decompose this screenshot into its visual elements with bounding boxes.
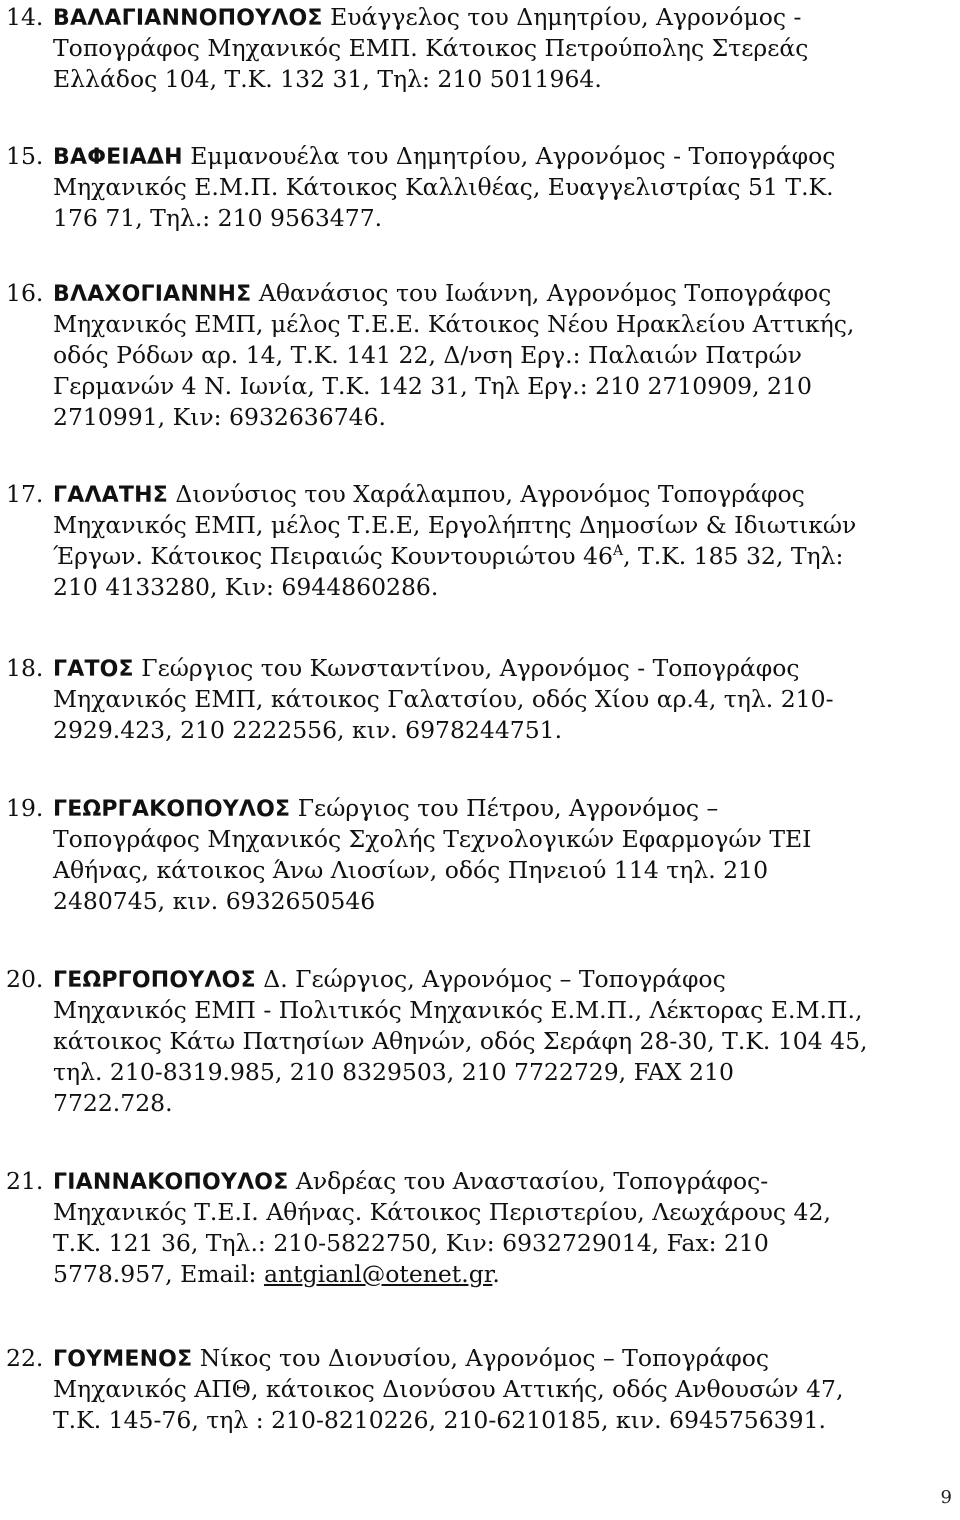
entry-line: Τ.Κ. 121 36, Τηλ.: 210-5822750, Κιν: 6932729014, Fax: 210 bbox=[53, 1229, 769, 1257]
entry-line: τηλ. 210-8319.985, 210 8329503, 210 7722729, FAX 210 bbox=[53, 1058, 734, 1086]
entry-line: 2710991, Κιν: 6932636746. bbox=[53, 403, 387, 431]
entry-line bbox=[6, 964, 954, 995]
entry-surname: ΓΕΩΡΓΟΠΟΥΛΟΣ bbox=[53, 968, 256, 993]
entry-line: Μηχανικός ΕΜΠ, μέλος Τ.Ε.Ε. Κάτοικος Νέου Ηρακλείου Αττικής, bbox=[53, 310, 855, 338]
page-number: 9 bbox=[940, 1487, 952, 1508]
entry-text: Γεώργιος του Κωνσταντίνου, Αγρονόμος - Τοπογράφος bbox=[133, 654, 800, 682]
entry-text: Ευάγγελος του Δημητρίου, Αγρονόμος - bbox=[322, 3, 802, 31]
entry-number: 20. bbox=[6, 965, 44, 993]
superscript: Α bbox=[612, 543, 624, 560]
email-link[interactable]: antgianl@otenet.gr bbox=[263, 1260, 493, 1288]
entry-line bbox=[6, 793, 954, 824]
entry-line: Μηχανικός ΑΠΘ, κάτοικος Διονύσου Αττικής, οδός Ανθουσών 47, bbox=[53, 1375, 844, 1403]
entry-line bbox=[6, 2, 954, 33]
entry-number: 19. bbox=[6, 794, 44, 822]
entry-17 bbox=[6, 479, 954, 603]
entry-line: 7722.728. bbox=[53, 1089, 173, 1117]
entry-15 bbox=[6, 141, 954, 234]
entry-14 bbox=[6, 2, 954, 95]
entry-surname: ΒΑΛΑΓΙΑΝΝΟΠΟΥΛΟΣ bbox=[53, 6, 323, 31]
entry-surname: ΒΑΦΕΙΑΔΗ bbox=[53, 145, 183, 170]
entry-line: Τ.Κ. 145-76, τηλ : 210-8210226, 210-6210185, κιν. 6945756391. bbox=[53, 1406, 827, 1434]
entry-number: 21. bbox=[6, 1167, 44, 1195]
entry-line: Ελλάδος 104, Τ.Κ. 132 31, Τηλ: 210 5011964. bbox=[53, 65, 602, 93]
entry-19 bbox=[6, 793, 954, 917]
entry-line: Μηχανικός ΕΜΠ, μέλος Τ.Ε.Ε, Εργολήπτης Δημοσίων & Ιδιωτικών bbox=[53, 511, 857, 539]
entry-text: Δ. Γεώργιος, Αγρονόμος – Τοπογράφος bbox=[255, 965, 726, 993]
entry-line: Έργων. Κάτοικος Πειραιώς Κουντουριώτου $46^A$, Τ.Κ. 185 32, Τηλ: bbox=[53, 542, 844, 570]
entry-number: 18. bbox=[6, 654, 44, 682]
entry-line: 5778.957, Email: antgianl@otenet.gr. bbox=[53, 1260, 500, 1288]
entry-surname: ΓΟΥΜΕΝΟΣ bbox=[53, 1347, 193, 1372]
entry-line bbox=[6, 479, 954, 510]
entry-line: Μηχανικός ΕΜΠ - Πολιτικός Μηχανικός Ε.Μ.Π., Λέκτορας Ε.Μ.Π., bbox=[53, 996, 863, 1024]
entry-text: Αθανάσιος του Ιωάννη, Αγρονόμος Τοπογράφος bbox=[251, 279, 832, 307]
entry-line: 176 71, Τηλ.: 210 9563477. bbox=[53, 204, 383, 232]
entry-22 bbox=[6, 1343, 954, 1436]
entry-line: Μηχανικός Ε.Μ.Π. Κάτοικος Καλλιθέας, Ευαγγελιστρίας 51 Τ.Κ. bbox=[53, 173, 834, 201]
entry-16 bbox=[6, 278, 954, 433]
entry-line: οδός Ρόδων αρ. 14, Τ.Κ. 141 22, Δ/νση Εργ.: Παλαιών Πατρών bbox=[53, 341, 802, 369]
entry-line: 210 4133280, Κιν: 6944860286. bbox=[53, 573, 439, 601]
entry-line: Τοπογράφος Μηχανικός Σχολής Τεχνολογικών Εφαρμογών ΤΕΙ bbox=[53, 825, 812, 853]
entry-18 bbox=[6, 653, 954, 746]
entry-line: Τοπογράφος Μηχανικός ΕΜΠ. Κάτοικος Πετρούπολης Στερεάς bbox=[53, 34, 809, 62]
entry-line: 2480745, κιν. 6932650546 bbox=[53, 887, 376, 915]
entry-line bbox=[6, 278, 954, 309]
entry-number: 15. bbox=[6, 142, 44, 170]
entry-number: 14. bbox=[6, 3, 44, 31]
entry-line: Γερμανών 4 Ν. Ιωνία, Τ.Κ. 142 31, Τηλ Εργ.: 210 2710909, 210 bbox=[53, 372, 812, 400]
entry-line bbox=[6, 1166, 954, 1197]
entry-text: Ανδρέας του Αναστασίου, Τοπογράφος- bbox=[288, 1167, 769, 1195]
entry-text: Εμμανουέλα του Δημητρίου, Αγρονόμος - Τοπογράφος bbox=[182, 142, 836, 170]
entry-line: Αθήνας, κάτοικος Άνω Λιοσίων, οδός Πηνειού 114 τηλ. 210 bbox=[53, 856, 769, 884]
entry-21 bbox=[6, 1166, 954, 1290]
entry-surname: ΓΕΩΡΓΑΚΟΠΟΥΛΟΣ bbox=[53, 797, 291, 822]
entry-line: 2929.423, 210 2222556, κιν. 6978244751. bbox=[53, 716, 563, 744]
entry-surname: ΓΑΤΟΣ bbox=[53, 657, 134, 682]
entry-text: Γεώργιος του Πέτρου, Αγρονόμος – bbox=[290, 794, 719, 822]
entry-text: Νίκος του Διονυσίου, Αγρονόμος – Τοπογράφος bbox=[192, 1344, 770, 1372]
entry-number: 16. bbox=[6, 279, 44, 307]
entry-surname: ΒΛΑΧΟΓΙΑΝΝΗΣ bbox=[53, 282, 252, 307]
entry-line bbox=[6, 1343, 954, 1374]
entry-number: 17. bbox=[6, 480, 44, 508]
entry-line bbox=[6, 141, 954, 172]
entry-line: κάτοικος Κάτω Πατησίων Αθηνών, οδός Σεράφη 28-30, Τ.Κ. 104 45, bbox=[53, 1027, 868, 1055]
entry-line: Μηχανικός ΕΜΠ, κάτοικος Γαλατσίου, οδός Χίου αρ.4, τηλ. 210- bbox=[53, 685, 834, 713]
entry-number: 22. bbox=[6, 1344, 44, 1372]
entry-line: Μηχανικός Τ.Ε.Ι. Αθήνας. Κάτοικος Περιστερίου, Λεωχάρους 42, bbox=[53, 1198, 831, 1226]
entry-line bbox=[6, 653, 954, 684]
entry-surname: ΓΙΑΝΝΑΚΟΠΟΥΛΟΣ bbox=[53, 1170, 289, 1195]
entry-20 bbox=[6, 964, 954, 1119]
entry-surname: ΓΑΛΑΤΗΣ bbox=[53, 483, 168, 508]
entry-text: Διονύσιος του Χαράλαμπου, Αγρονόμος Τοπογράφος bbox=[167, 480, 805, 508]
